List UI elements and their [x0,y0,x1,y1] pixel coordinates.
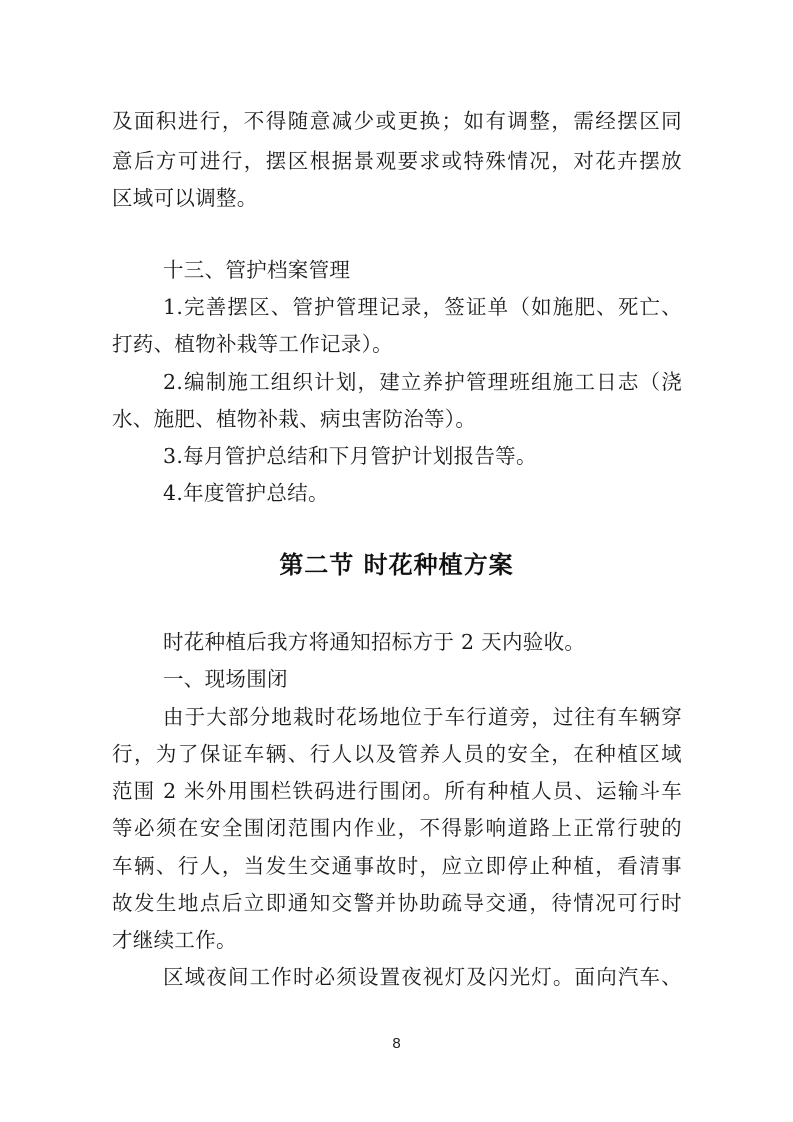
section-heading: 第二节 时花种植方案 [279,551,514,579]
page-number: 8 [392,1035,401,1052]
section-title: 十三、管护档案管理 [163,258,351,282]
paragraph-line: 车辆、行人，当发生交通事故时，应立即停止种植，看清事 [112,854,682,878]
list-item: 2.编制施工组织计划，建立养护管理班组施工日志（浇 [163,370,682,394]
paragraph-line: 区域夜间工作时必须设置夜视灯及闪光灯。面向汽车、 [163,965,682,989]
paragraph-line: 才继续工作。 [112,928,237,952]
paragraph-line: 及面积进行，不得随意减少或更换；如有调整，需经摆区同 [112,109,682,133]
paragraph-line: 区域可以调整。 [112,186,258,210]
list-item-continuation: 打药、植物补栽等工作记录）。 [112,332,393,356]
paragraph-line: 由于大部分地栽时花场地位于车行道旁，过往有车辆穿 [163,705,682,729]
list-item-continuation: 水、施肥、植物补栽、病虫害防治等）。 [112,407,477,431]
paragraph-line: 时花种植后我方将通知招标方于 2 天内验收。 [163,630,586,654]
list-item: 3.每月管护总结和下月管护计划报告等。 [163,444,537,468]
list-item: 4.年度管护总结。 [163,481,329,505]
paragraph-line: 故发生地点后立即通知交警并协助疏导交通，待情况可行时 [112,891,682,915]
section-title: 一、现场围闭 [163,667,288,691]
paragraph-line: 意后方可进行，摆区根据景观要求或特殊情况，对花卉摆放 [112,149,682,173]
list-item: 1.完善摆区、管护管理记录，签证单（如施肥、死亡、 [163,295,682,319]
paragraph-line: 等必须在安全围闭范围内作业，不得影响道路上正常行驶的 [112,816,682,840]
paragraph-line: 行，为了保证车辆、行人以及管养人员的安全，在种植区域 [112,742,682,766]
paragraph-line: 范围 2 米外用围栏铁码进行围闭。所有种植人员、运输斗车 [112,779,682,803]
